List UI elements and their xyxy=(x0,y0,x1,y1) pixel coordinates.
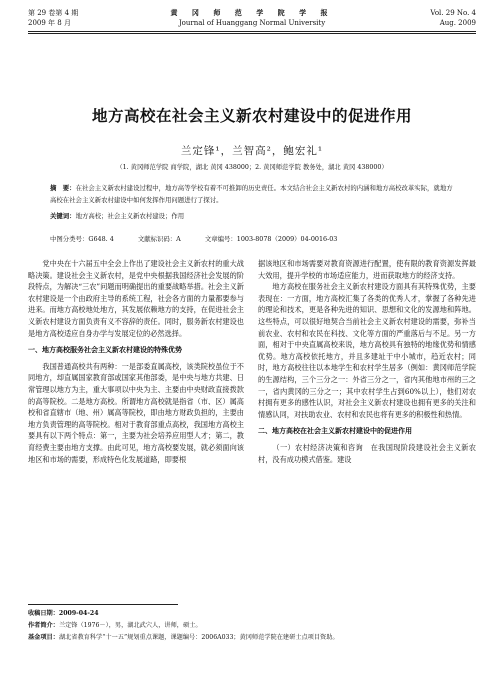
paragraph: 地方高校在服务社会主义新农村建设方面具有其特殊优势，主要表现在：一方面，地方高校汇集了各类的优秀人才，掌握了各种先进的理论和技术，更是各种先进的知识、思想和文化的发源地和阵地。这些特点，可以很好地契合当前社会主义新农村建设的需要，弥补当前农业、农村和农民在科技、文化等方面的严重落后与不足。另一方面，相对于中央直属高校来说，地方高校具有独特的地缘优势和情感优势。地方高校依托地方，并且多建址于中小城市，趋近农村；同时，地方高校往往以本地学生和农村学生居多（例如：黄冈师范学院的生源结构，三个三分之一：外省三分之一，省内其他地市州的三之一，省内黄冈的三分之一；其中农村学生占到60%以上），他们对农村拥有更多的感性认识，对社会主义新农村建设也拥有更多的关注和情感认同，对扶助农业、农村和农民也将有更多的积极性和热情。 xyxy=(258,282,476,419)
section-heading: 一、地方高校服务社会主义新农村建设的特殊优势 xyxy=(28,346,182,355)
author-bio-text: 兰定锋（1976－），男，湖北武穴人，讲师，硕士。 xyxy=(58,622,202,629)
abstract-text: 在社会主义新农村建设过程中，地方高等学校有着不可推卸的历史责任。本文结合社会主义新农村的内涵和地方高校改革实际，就地方高校在社会主义新农村建设中如何发挥作用问题进行了探讨。 xyxy=(50,184,453,204)
author-affiliation: （1. 黄冈师范学院 商学院，湖北 黄冈 438000；2. 黄冈师范学院 教务处，湖北 黄冈 438000） xyxy=(116,164,388,171)
body-left-column xyxy=(28,258,244,465)
clc-number: 中图分类号：G648. 4 xyxy=(50,235,114,243)
paragraph: （一）农村经济决策和咨询 在我国现阶段建设社会主义新农村，没有成功模式借鉴。建设 xyxy=(258,442,476,464)
fund-info xyxy=(28,632,476,644)
issue-date-en: Aug. 2009 xyxy=(439,19,476,27)
keywords-label: 关键词： xyxy=(50,212,76,220)
fund-text: 湖北省教育科学“十一五”规划重点课题，课题编号：2006A033；黄冈师范学院在建研士点项目资助。 xyxy=(58,634,339,641)
keywords-text: 地方高校；社会主义新农村建设；作用 xyxy=(75,212,185,220)
journal-name-cn: 黄 冈 师 范 学 院 学 报 xyxy=(170,8,334,17)
fund-label: 基金项目： xyxy=(28,634,59,641)
issue-info-en xyxy=(430,8,476,28)
issue-volume-en: Vol. 29 No. 4 xyxy=(430,9,476,17)
classification-meta xyxy=(50,234,359,243)
abstract xyxy=(50,182,458,206)
received-date: 收稿日期：2009-04-24 xyxy=(28,610,99,617)
footnote-rule xyxy=(28,604,178,605)
journal-header xyxy=(0,0,504,30)
author-bio-label: 作者简介： xyxy=(28,622,59,629)
paragraph: 据该地区和市场需要对教育资源进行配置，使有限的教育资源发挥最大效用，提升学校的市场适应能力，进而获取地方的经济支持。 xyxy=(258,259,476,280)
journal-name-en: Journal of Huanggang Normal University xyxy=(178,19,326,27)
issue-date: 2009 年 8 月 xyxy=(28,19,71,27)
footnotes xyxy=(28,608,476,644)
section-heading: 二、地方高校在社会主义新农村建设中的促进作用 xyxy=(258,427,412,436)
header-rule xyxy=(28,31,476,32)
article-title: 地方高校在社会主义新农村建设中的促进作用 xyxy=(91,106,412,125)
issue-volume: 第 29 卷第 4 期 xyxy=(28,9,79,17)
paragraph: 党中央在十六届五中全会上作出了建设社会主义新农村的重大战略决策。建设社会主义新农村，是党中央根据我国经济社会发展的阶段特点，为解决“三农”问题而明确提出的重要战略举措。社会主义新农村建设是一个由政府主导的系统工程，社会各方面的力量都要参与进来。而地方高校地处地方，其发展依赖地方的支持，在促进社会主义新农村建设方面负责有义不容辞的责任。同时，服务新农村建设也是地方高校适应自身办学与发展定位的必然选择。 xyxy=(28,259,244,338)
header-rule-thin xyxy=(28,33,476,34)
document-code: 文献标识码：A xyxy=(137,235,181,243)
body-right-column xyxy=(258,258,476,465)
abstract-label: 摘 要： xyxy=(50,184,76,192)
keywords xyxy=(50,210,458,222)
journal-name xyxy=(0,8,504,28)
paragraph: 我国普通高校共有两种：一是部委直属高校，该类院校虽位于不同地方，却直属国家教育部或国家其他部委，是中央与地方共建、日常管理以地方为主，重大事项以中央为主、主要由中央财政直接拨款的高等院校。二是地方高校。所谓地方高校就是指省（市、区）属高校和省直辖市（地、州）属高等院校，即由地方财政负担的，主要由地方负责管理的高等院校。相对于教育部重点高校，我国地方高校主要具有以下两个特点：第一，主要为社会培养应用型人才；第二，教育经费主要由地方支撑。由此可见，地方高校要发展，就必须面向该地区和市场的需要，形成特色化发展道路，即要根 xyxy=(28,361,244,464)
author-bio xyxy=(28,620,476,632)
article-id: 文章编号：1003-8078（2009）04-0016-03 xyxy=(204,235,338,243)
article-authors: 兰定锋¹，兰智高²，鲍宏礼¹ xyxy=(180,145,324,157)
